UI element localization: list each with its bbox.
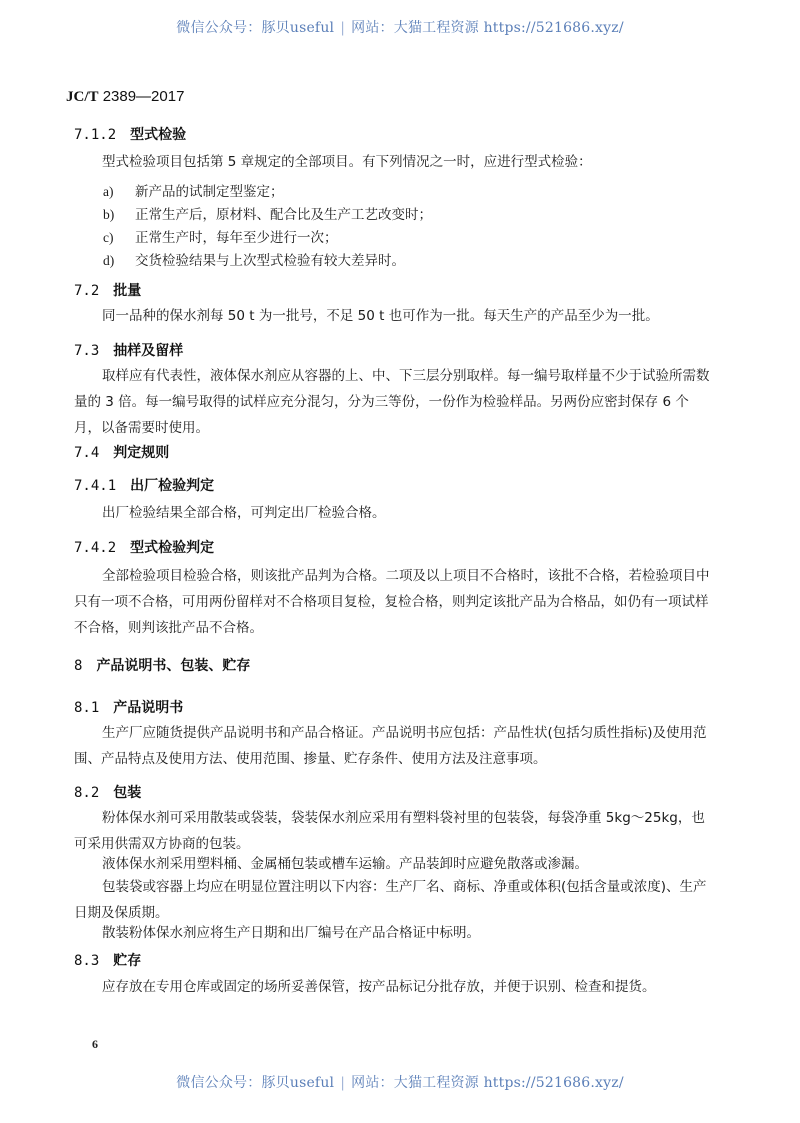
paragraph-8-1: 生产厂应随货提供产品说明书和产品合格证。产品说明书应包括：产品性状(包括匀质性指标)及使用范围、产品特点及使用方法、使用范围、掺量、贮存条件、使用方法及注意事项。 [74, 725, 707, 767]
watermark-header [0, 17, 800, 37]
page-number: 6 [92, 1037, 98, 1051]
watermark-wechat: 微信公众号：豚贝useful [176, 1075, 335, 1091]
standard-prefix: JC/T [66, 89, 99, 105]
standard-code [66, 88, 184, 106]
list-item-c: c) 正常生产时，每年至少进行一次； [103, 230, 338, 246]
heading-7-3: 7.3 抽样及留样 [74, 343, 184, 359]
paragraph-8-3: 应存放在专用仓库或固定的场所妥善保管，按产品标记分批存放，并便于识别、检查和提货。 [102, 979, 656, 995]
watermark-website: 网站：大猫工程资源 https://521686.xyz/ [351, 20, 624, 36]
heading-7-1-2: 7.1.2 型式检验 [74, 127, 187, 143]
heading-8-3: 8.3 贮存 [74, 953, 142, 969]
standard-number: 2389—2017 [102, 88, 185, 105]
watermark-website: 网站：大猫工程资源 https://521686.xyz/ [351, 1075, 624, 1091]
list-item-a: a) 新产品的试制定型鉴定； [103, 184, 284, 200]
heading-8-2: 8.2 包装 [74, 785, 142, 801]
paragraph-7-3: 取样应有代表性，液体保水剂应从容器的上、中、下三层分别取样。每一编号取样量不少于试验所需数量的 3 倍。每一编号取得的试样应充分混匀，分为三等份，一份作为检验样品。另两份应密封保存 6 个月，以备需要时使用。 [74, 368, 710, 436]
paragraph-8-2-4: 散装粉体保水剂应将生产日期和出厂编号在产品合格证中标明。 [102, 925, 480, 941]
paragraph-7-1-2-intro: 型式检验项目包括第 5 章规定的全部项目。有下列情况之一时，应进行型式检验： [102, 154, 592, 170]
paragraph-7-2: 同一品种的保水剂每 50 t 为一批号，不足 50 t 也可作为一批。每天生产的产品至少为一批。 [102, 308, 659, 324]
watermark-separator: | [340, 20, 346, 36]
watermark-separator: | [340, 1075, 346, 1091]
heading-8: 8 产品说明书、包装、贮存 [74, 658, 251, 674]
watermark-wechat: 微信公众号：豚贝useful [176, 20, 335, 36]
watermark-footer [0, 1072, 800, 1092]
heading-7-4-1: 7.4.1 出厂检验判定 [74, 478, 215, 494]
paragraph-8-2-2: 液体保水剂采用塑料桶、金属桶包装或槽车运输。产品装卸时应避免散落或渗漏。 [102, 856, 588, 872]
heading-title: 型式检验 [130, 127, 187, 143]
list-item-b: b) 正常生产后，原材料、配合比及生产工艺改变时； [103, 207, 432, 223]
list-item-d: d) 交货检验结果与上次型式检验有较大差异时。 [103, 253, 405, 269]
heading-7-4: 7.4 判定规则 [74, 445, 170, 461]
heading-8-1: 8.1 产品说明书 [74, 700, 184, 716]
heading-7-4-2: 7.4.2 型式检验判定 [74, 540, 215, 556]
paragraph-8-2-1: 粉体保水剂可采用散装或袋装，袋装保水剂应采用有塑料袋衬里的包装袋，每袋净重 5kg～25kg，也可采用供需双方协商的包装。 [74, 810, 705, 852]
heading-7-2: 7.2 批量 [74, 283, 142, 299]
paragraph-7-4-1: 出厂检验结果全部合格，可判定出厂检验合格。 [102, 505, 386, 521]
paragraph-8-2-3: 包装袋或容器上均应在明显位置注明以下内容：生产厂名、商标、净重或体积(包括含量或浓度)、生产日期及保质期。 [74, 879, 707, 921]
paragraph-7-4-2: 全部检验项目检验合格，则该批产品判为合格。二项及以上项目不合格时，该批不合格，若检验项目中只有一项不合格，可用两份留样对不合格项目复检，复检合格，则判定该批产品为合格品，如仍有一项试样不合格，则判该批产品不合格。 [74, 568, 710, 636]
